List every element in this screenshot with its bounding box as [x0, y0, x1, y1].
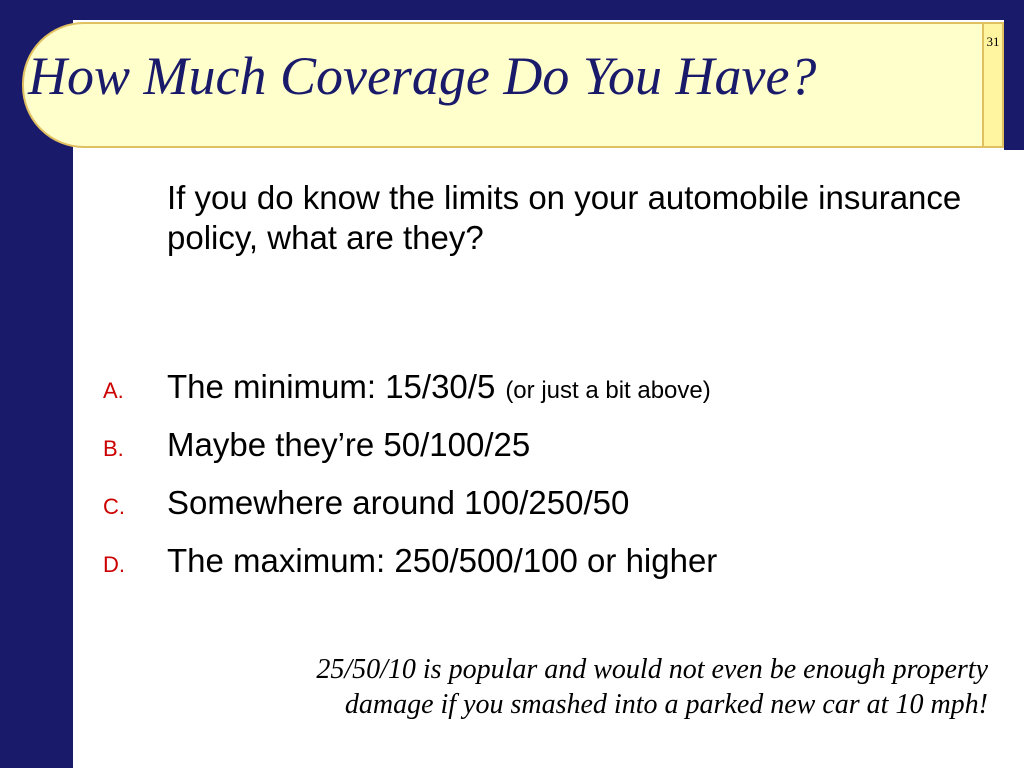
option-letter: C. — [103, 494, 125, 519]
option-text: The minimum: 15/30/5 — [167, 368, 496, 405]
option-letter: D. — [103, 552, 125, 577]
slide-title: How Much Coverage Do You Have? — [28, 46, 817, 106]
right-frame-bar — [1004, 0, 1024, 150]
page-number: 31 — [986, 34, 1000, 49]
option-a[interactable] — [103, 368, 983, 426]
option-text: The maximum: 250/500/100 or higher — [167, 542, 718, 579]
option-d[interactable] — [103, 542, 983, 600]
footnote-line-1: 25/50/10 is popular and would not even be enough property — [316, 654, 988, 685]
question-text: If you do know the limits on your automobile insurance policy, what are they? — [167, 179, 962, 256]
option-b[interactable] — [103, 426, 983, 484]
footnote — [150, 652, 988, 722]
footnote-line-2: damage if you smashed into a parked new car at 10 mph! — [344, 689, 988, 720]
option-letter: B. — [103, 436, 124, 461]
option-text: Somewhere around 100/250/50 — [167, 484, 630, 521]
option-text: Maybe they’re 50/100/25 — [167, 426, 531, 463]
top-frame-bar — [0, 0, 1024, 20]
option-note: (or just a bit above) — [505, 377, 711, 404]
option-letter: A. — [103, 378, 124, 403]
answer-options-list — [103, 368, 983, 600]
option-c[interactable] — [103, 484, 983, 542]
